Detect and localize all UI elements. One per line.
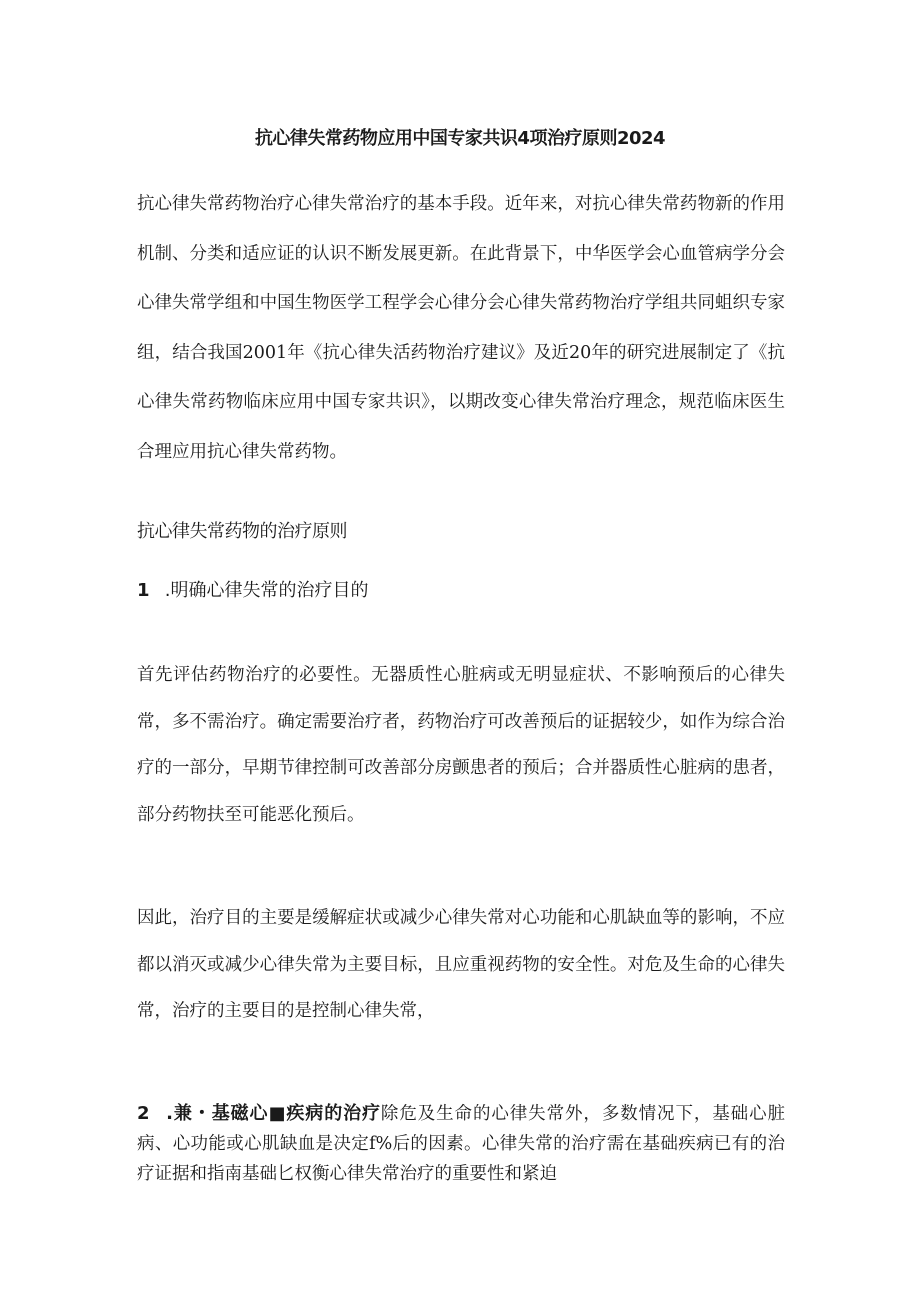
item1-number: 1 bbox=[137, 580, 150, 601]
item1-paragraph-2: 因此，治疗目的主要是缓解症状或减少心律失常对心功能和心肌缺血等的影响，不应都以消灭或减少心律失常为主要目标，且应重视药物的安全性。对危及生命的心律失常，治疗的主要目的是控制心律失常， bbox=[137, 908, 785, 1021]
item2-heading: .兼・基磁心■疾病的治疗 bbox=[159, 1103, 381, 1124]
item2-body: 除危及生命的心律失常外，多数情况下，基础心脏病、心功能或心肌缺血是决定f%后的因素。心律失常的治疗需在基础疾病已有的治疗证据和指南基础匕权衡心律失常治疗的重要性和紧迫 bbox=[137, 1104, 785, 1184]
intro-paragraph: 抗心律失常药物治疗心律失常治疗的基本手段。近年来，对抗心律失常药物新的作用机制、分类和适应证的认识不断发展更新。在此背景下，中华医学会心血管病学分会心律失常学组和中国生物医学工程学会心律分会心律失常药物治疗学组共同蛆织专家组，结合我国2001年《抗心律失活药物治疗建议》及近20年的研究进展制定了《抗心律失常药物临床应用中国专家共识》，以期改变心律失常治疗理念，规范临床医生合理应用抗心律失常药物。 bbox=[137, 194, 785, 462]
document-title: 抗心律失常药物应用中国专家共识4项治疗原则2024 bbox=[254, 128, 666, 149]
item1-paragraph-1: 首先评估药物治疗的必要性。无器质性心脏病或无明显症状、不影响预后的心律失常，多不需治疗。确定需要治疗者，药物治疗可改善预后的证据较少，如作为综合治疗的一部分，早期节律控制可改善部分房颤患者的预后；合并器质性心脏病的患者，部分药物扶至可能恶化预后。 bbox=[137, 665, 785, 825]
item2-paragraph bbox=[137, 1099, 785, 1189]
item1-heading-text: .明确心律失常的治疗目的 bbox=[159, 580, 369, 601]
item2-number: 2 bbox=[137, 1103, 150, 1124]
item1-heading bbox=[137, 578, 368, 604]
section-heading: 抗心律失常药物的治疗原则 bbox=[137, 521, 347, 542]
